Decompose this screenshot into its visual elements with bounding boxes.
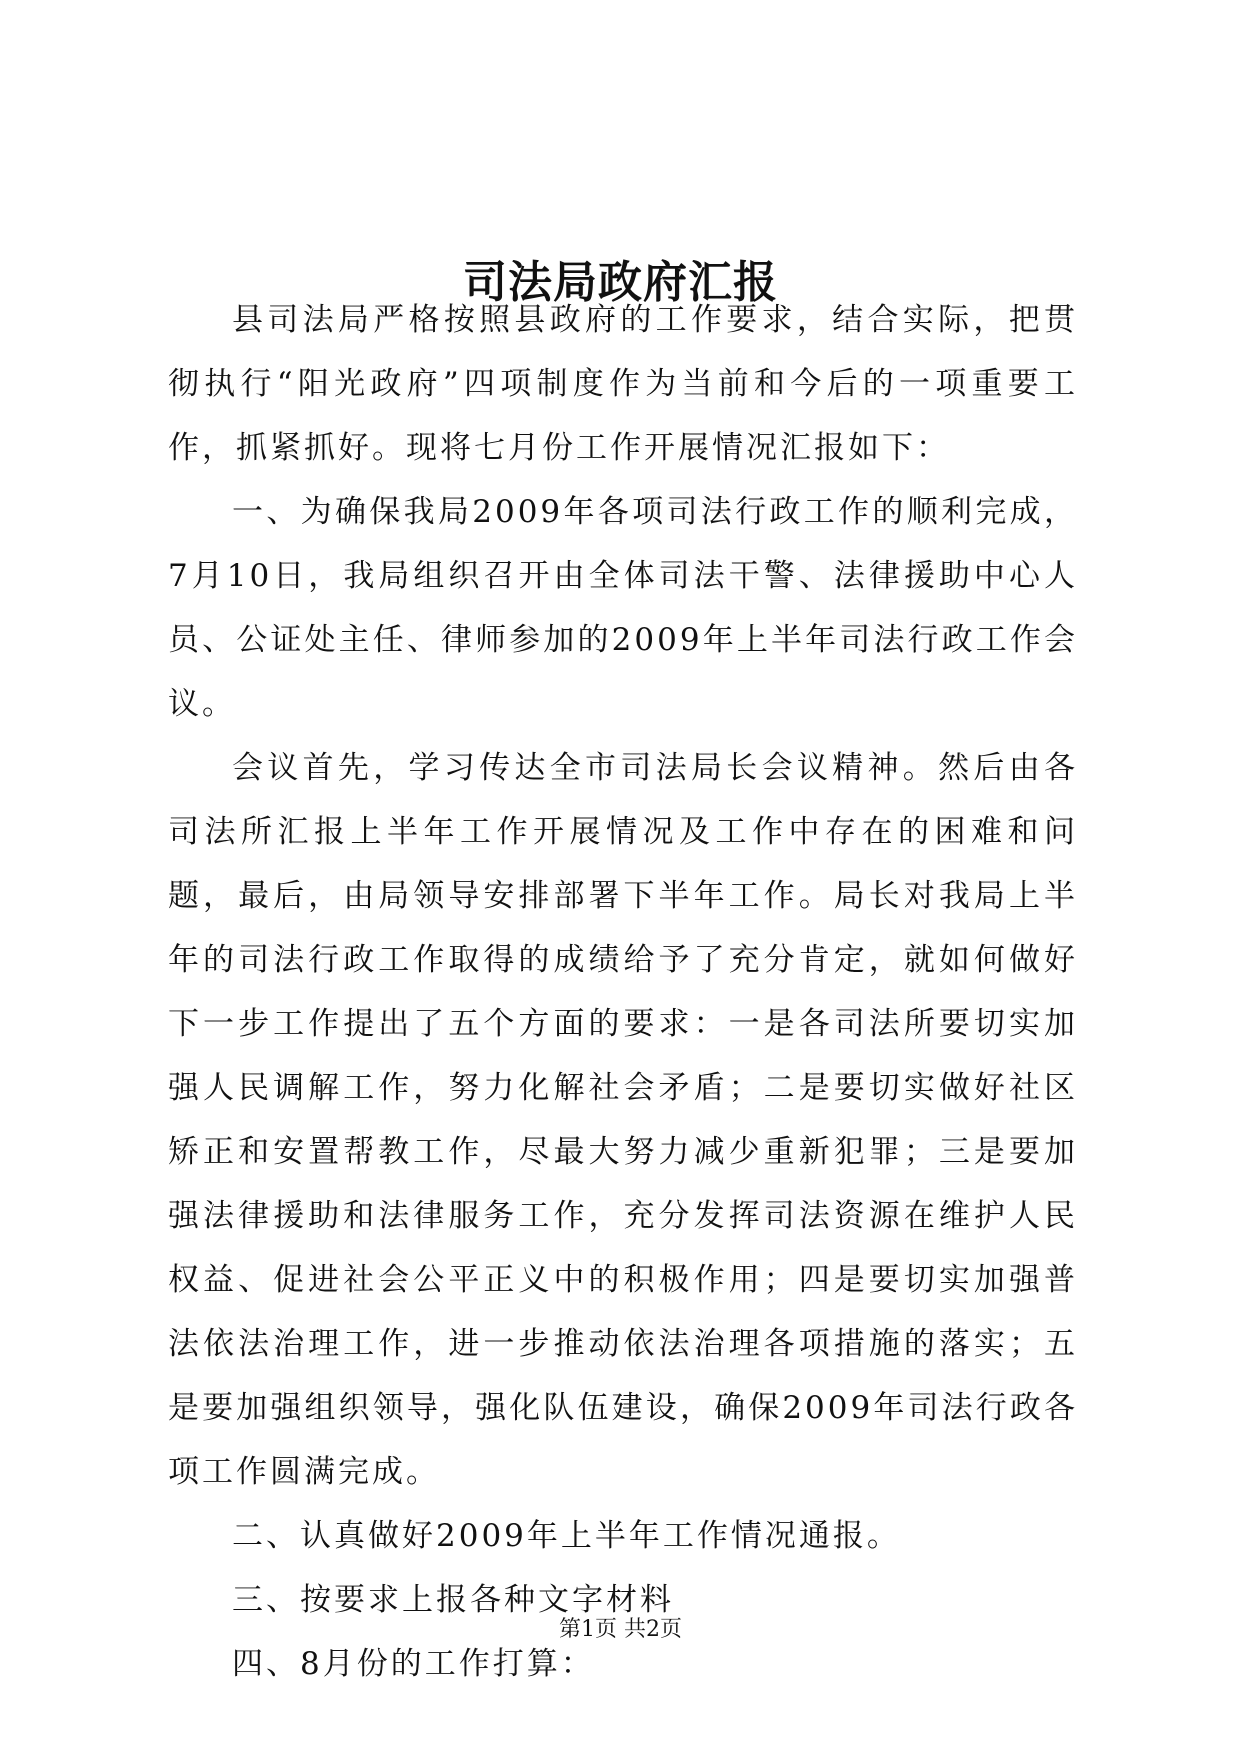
paragraph-meeting: 会议首先，学习传达全市司法局长会议精神。然后由各司法所汇报上半年工作开展情况及工作中存在的困难和问题，最后，由局领导安排部署下半年工作。局长对我局上半年的司法行政工作取得的成绩给予了充分肯定，就如何做好下一步工作提出了五个方面的要求：一是各司法所要切实加强人民调解工作，努力化解社会矛盾；二是要切实做好社区矫正和安置帮教工作，尽最大努力减少重新犯罪；三是要加强法律援助和法律服务工作，充分发挥司法资源在维护人民权益、促进社会公平正义中的积极作用；四是要切实加强普法依法治理工作，进一步推动依法治理各项措施的落实；五是要加强组织领导，强化队伍建设，确保2009年司法行政各项工作圆满完成。 bbox=[168, 750, 1078, 1490]
paragraph-intro: 县司法局严格按照县政府的工作要求，结合实际，把贯彻执行“阳光政府”四项制度作为当前和今后的一项重要工作，抓紧抓好。现将七月份工作开展情况汇报如下： bbox=[168, 302, 1078, 466]
page-footer: 第1页 共2页 bbox=[559, 1617, 682, 1642]
document-body bbox=[168, 288, 1078, 1696]
paragraph-item-two: 二、认真做好2009年上半年工作情况通报。 bbox=[232, 1518, 901, 1554]
paragraph-item-three: 三、按要求上报各种文字材料 bbox=[232, 1582, 674, 1618]
document-title: 司法局政府汇报 bbox=[463, 257, 778, 309]
paragraph-item-four: 四、8月份的工作打算： bbox=[232, 1646, 595, 1682]
paragraph-item-one: 一、为确保我局2009年各项司法行政工作的顺利完成，7月10日，我局组织召开由全体司法干警、法律援助中心人员、公证处主任、律师参加的2009年上半年司法行政工作会议。 bbox=[168, 494, 1078, 722]
